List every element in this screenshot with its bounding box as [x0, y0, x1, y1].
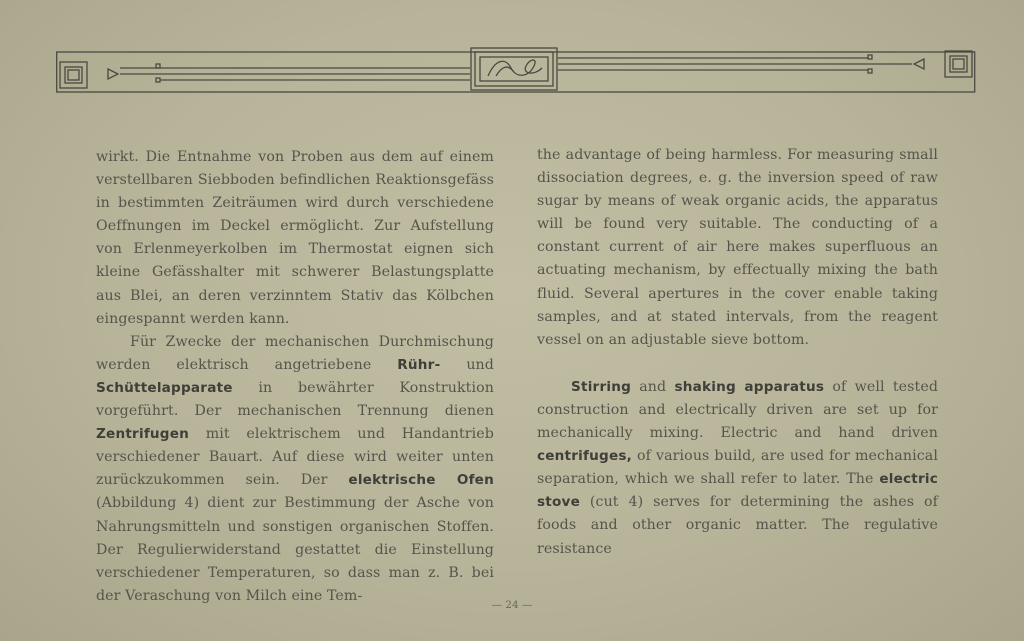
bold-term: electric stove: [537, 471, 938, 511]
english-paragraph-2: Stirring and shaking apparatus of well tested construction and electrically driven are set up for mechanically mixing. Electric and hand driven centrifuges, of various build, are used for mechanical separation, which we shall refer to later. The electric stove (cut 4) serves for determining the ashes of foods and other organic matter. The regulative resistance: [537, 378, 938, 557]
bold-term: Stirring: [571, 378, 632, 395]
page-number: — 24 —: [491, 599, 533, 611]
bold-term: Rühr-: [397, 356, 441, 373]
german-paragraph-2: Für Zwecke der mechanischen Durchmischung werden elektrisch angetriebene Rühr- und Schüttelapparate in bewährter Konstruktion vorgeführt. Der mechanischen Trennung dienen Zentrifugen mit elektrischem und Handantrieb verschiedener Bauart. Auf diese wird weiter unten zurückzukommen sein. Der elektrische Ofen (Abbildung 4) dient zur Bestimmung der Asche von Nahrungsmitteln und sonstigen organischen Stoffen. Der Regulierwiderstand gestattet die Einstellung verschiedener Temperaturen, so dass man z. B. bei der Veraschung von Milch eine Tem-: [96, 333, 494, 604]
ornamental-header-band: [56, 46, 976, 94]
english-paragraph-1: the advantage of being harmless. For measuring small dissociation degrees, e. g. the inversion speed of raw sugar by means of weak organic acids, the apparatus will be found very suitable. The conducting of a constant current of air here makes superfluous an actuating mechanism, by effectually mixing the bath fluid. Several apertures in the cover enable taking samples, and at stated intervals, from the reagent vessel on an adjustable sieve bottom.: [537, 147, 938, 348]
bold-term: shaking apparatus: [674, 378, 825, 395]
german-paragraph-1: wirkt. Die Entnahme von Proben aus dem auf einem verstellbaren Siebboden befindlichen Reaktionsgefäss in bestimmten Zeiträumen wird durch verschiedene Oeffnungen im Deckel ermöglicht. Zur Aufstellung von Erlenmeyerkolben im Thermostat eignen sich kleine Gefässhalter mit schwerer Belastungsplatte aus Blei, an deren verzinntem Stativ das Kölbchen eingespannt werden kann.: [96, 149, 494, 327]
german-column: [96, 146, 494, 608]
english-column: [537, 144, 938, 561]
bold-term: centrifuges,: [537, 448, 633, 465]
bold-term: Schüttelapparate: [96, 379, 233, 396]
bold-term: Zentrifugen: [96, 426, 190, 443]
bold-term: elektrische Ofen: [348, 472, 494, 489]
